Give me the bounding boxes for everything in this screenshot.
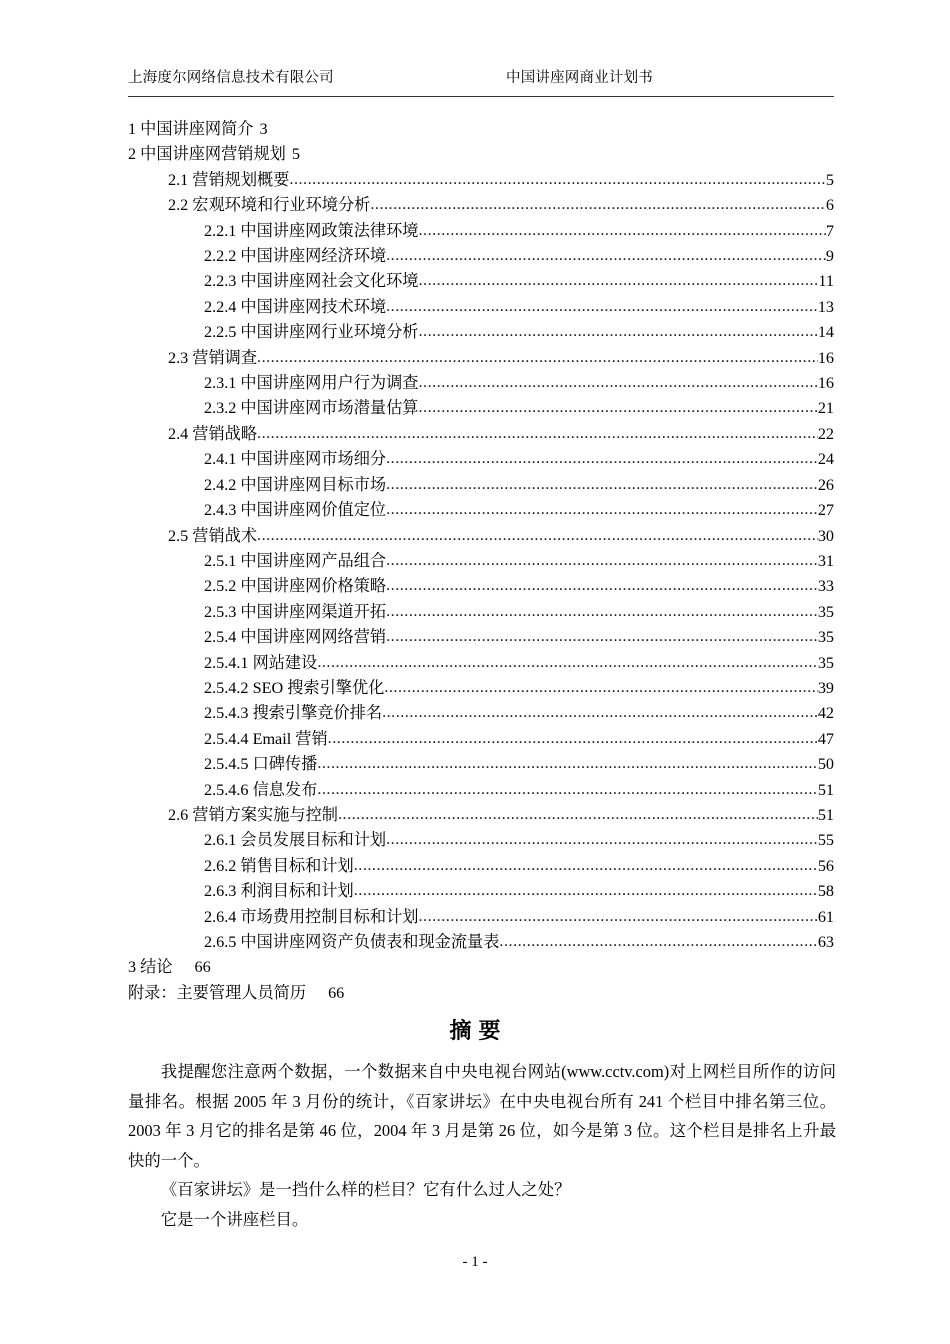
toc-leader-dots (418, 218, 825, 243)
toc-entry[interactable] (128, 320, 834, 345)
toc-leader-dots (386, 472, 818, 497)
toc-entry-label: 2.2 宏观环境和行业环境分析 (168, 196, 371, 215)
toc-entry-label: 2 中国讲座网营销规划 (128, 145, 286, 164)
toc-entry[interactable] (128, 727, 834, 752)
toc-entry[interactable] (128, 905, 834, 930)
toc-entry-label: 2.5.4 中国讲座网网络营销 (204, 628, 387, 647)
toc-leader-dots (386, 624, 818, 649)
toc-entry[interactable] (128, 701, 834, 726)
toc-entry-page-number: 16 (817, 374, 834, 393)
toc-entry-page-number: 31 (817, 551, 834, 570)
toc-entry[interactable] (128, 168, 834, 193)
toc-entry-page-number: 13 (817, 297, 834, 316)
toc-leader-dots (257, 523, 818, 548)
toc-leader-dots (317, 751, 818, 776)
toc-entry[interactable] (128, 244, 834, 269)
toc-leader-dots (257, 421, 818, 446)
toc-entry[interactable] (128, 269, 834, 294)
toc-entry-page-number: 35 (817, 628, 834, 647)
toc-leader-dots (338, 802, 818, 827)
toc-entry-label: 2.6 营销方案实施与控制 (168, 805, 338, 824)
toc-entry[interactable] (128, 625, 834, 650)
abstract-heading: 摘要 (449, 1018, 508, 1043)
toc-entry-page-number: 51 (817, 805, 834, 824)
toc-entry-label: 2.2.2 中国讲座网经济环境 (204, 247, 387, 266)
toc-entry-page-number: 66 (328, 983, 345, 1002)
toc-entry[interactable] (128, 473, 834, 498)
toc-entry-label: 2.5.4.2 SEO 搜索引擎优化 (204, 678, 385, 697)
toc-entry-page-number: 35 (817, 602, 834, 621)
toc-entry[interactable] (128, 346, 834, 371)
toc-entry[interactable] (128, 524, 834, 549)
abstract-paragraph: 我提醒您注意两个数据，一个数据来自中央电视台网站(www.cctv.com)对上网栏目所作的访问量排名。根据 2005 年 3 月份的统计，《百家讲坛》在中央电视台所有 241 个栏目中排名第三位。2003 年 3 月它的排名是第 46 位，2004 年 3 月是第 26 位，如今是第 3 位。这个栏目是排名上升最快的一个。 (128, 1062, 836, 1170)
toc-entry[interactable] (128, 828, 834, 853)
toc-leader-dots (386, 827, 818, 852)
toc-leader-dots (386, 548, 818, 573)
toc-entry-label: 2.1 营销规划概要 (168, 170, 290, 189)
toc-entry[interactable] (128, 447, 834, 472)
toc-entry-page-number: 16 (817, 348, 834, 367)
toc-entry[interactable] (128, 930, 834, 955)
toc-leader-dots (382, 700, 818, 725)
toc-entry-label: 2.3 营销调查 (168, 348, 258, 367)
toc-entry-page-number: 21 (817, 399, 834, 418)
toc-entry[interactable] (128, 651, 834, 676)
toc-entry-page-number: 66 (194, 958, 211, 977)
toc-leader-dots (354, 853, 818, 878)
toc-leader-dots (418, 268, 818, 293)
toc-entry-label: 2.5.1 中国讲座网产品组合 (204, 551, 387, 570)
toc-leader-dots (386, 294, 818, 319)
toc-entry-label: 2.6.1 会员发展目标和计划 (204, 831, 387, 850)
toc-entry[interactable] (128, 396, 834, 421)
toc-leader-dots (386, 243, 826, 268)
toc-entry[interactable] (128, 193, 834, 218)
toc-entry-label: 2.5.3 中国讲座网渠道开拓 (204, 602, 387, 621)
toc-entry[interactable] (128, 371, 834, 396)
toc-entry-page-number: 14 (817, 323, 834, 342)
toc-entry-page-number: 26 (817, 475, 834, 494)
toc-leader-dots (499, 929, 817, 954)
toc-entry[interactable] (128, 676, 834, 701)
toc-entry-label: 2.2.1 中国讲座网政策法律环境 (204, 221, 419, 240)
toc-entry-page-number: 58 (817, 882, 834, 901)
toc-entry-page-number: 33 (817, 577, 834, 596)
toc-entry-label: 2.6.5 中国讲座网资产负债表和现金流量表 (204, 933, 500, 951)
toc-entry[interactable] (128, 778, 834, 803)
toc-entry-label: 3 结论 (128, 958, 173, 977)
toc-entry-page-number: 63 (817, 933, 834, 951)
toc-entry[interactable] (128, 600, 834, 625)
toc-entry-label: 2.3.1 中国讲座网用户行为调查 (204, 374, 419, 393)
toc-entry[interactable] (128, 752, 834, 777)
toc-entry-page-number: 24 (817, 450, 834, 469)
toc-entry-label: 2.4.1 中国讲座网市场细分 (204, 450, 387, 469)
toc-entry-label: 2.4 营销战略 (168, 424, 258, 443)
toc-entry-page-number: 5 (825, 170, 834, 189)
toc-entry[interactable] (128, 295, 834, 320)
toc-entry-label: 2.5.4.1 网站建设 (204, 653, 318, 672)
toc-entry-page-number: 39 (817, 678, 834, 697)
toc-leader-dots (386, 599, 818, 624)
toc-entry-label: 2.6.4 市场费用控制目标和计划 (204, 907, 419, 926)
toc-leader-dots (289, 167, 826, 192)
table-of-contents (128, 117, 834, 1006)
toc-entry-page-number: 11 (818, 272, 834, 291)
toc-entry[interactable] (128, 981, 834, 1006)
toc-leader-dots (418, 370, 817, 395)
toc-entry-page-number: 27 (817, 501, 834, 520)
toc-entry-page-number: 61 (817, 907, 834, 926)
toc-entry-page-number: 22 (817, 424, 834, 443)
toc-leader-dots (418, 319, 817, 344)
toc-entry-page-number: 3 (259, 120, 268, 138)
toc-entry-label: 2.2.4 中国讲座网技术环境 (204, 297, 387, 316)
toc-entry[interactable] (128, 574, 834, 599)
toc-entry[interactable] (128, 498, 834, 523)
toc-leader-dots (386, 497, 818, 522)
abstract-body (128, 1057, 836, 1234)
toc-entry-page-number: 7 (825, 221, 834, 240)
toc-leader-dots (370, 192, 826, 217)
toc-entry-label: 2.4.3 中国讲座网价值定位 (204, 501, 387, 520)
page-footer: - 1 - (462, 1254, 488, 1270)
toc-entry-label: 2.5.4.4 Email 营销 (204, 729, 328, 748)
toc-entry-label: 2.5 营销战术 (168, 526, 258, 545)
toc-entry-page-number: 30 (817, 526, 834, 545)
toc-entry-page-number: 47 (817, 729, 834, 748)
toc-entry-label: 2.4.2 中国讲座网目标市场 (204, 475, 387, 494)
toc-entry-page-number: 55 (817, 831, 834, 850)
toc-entry-label: 2.5.4.6 信息发布 (204, 780, 318, 799)
toc-leader-dots (386, 446, 818, 471)
toc-entry-label: 附录：主要管理人员简历 (128, 983, 307, 1002)
toc-leader-dots (317, 777, 818, 802)
toc-entry-label: 2.2.5 中国讲座网行业环境分析 (204, 323, 419, 342)
toc-entry-label: 1 中国讲座网简介 (128, 120, 254, 138)
toc-entry-label: 2.6.3 利润目标和计划 (204, 882, 354, 901)
header-company-name: 上海度尔网络信息技术有限公司 (128, 70, 334, 86)
toc-entry-label: 2.5.4.3 搜索引擎竞价排名 (204, 704, 383, 723)
toc-entry-label: 2.6.2 销售目标和计划 (204, 856, 354, 875)
toc-entry[interactable] (128, 117, 834, 142)
toc-leader-dots (257, 345, 818, 370)
toc-entry-page-number: 35 (817, 653, 834, 672)
toc-leader-dots (384, 675, 817, 700)
toc-entry[interactable] (128, 879, 834, 904)
toc-leader-dots (317, 650, 818, 675)
toc-leader-dots (328, 726, 818, 751)
toc-entry[interactable] (128, 142, 834, 167)
toc-entry-page-number: 50 (817, 755, 834, 774)
toc-entry-label: 2.5.4.5 口碑传播 (204, 755, 318, 774)
header-document-title: 中国讲座网商业计划书 (506, 70, 653, 86)
toc-entry-label: 2.3.2 中国讲座网市场潜量估算 (204, 399, 419, 418)
toc-entry[interactable] (128, 803, 834, 828)
toc-leader-dots (418, 904, 817, 929)
toc-leader-dots (354, 878, 818, 903)
toc-entry-page-number: 56 (817, 856, 834, 875)
running-header (128, 68, 834, 97)
abstract-paragraph: 它是一个讲座栏目。 (160, 1209, 309, 1229)
toc-entry-label: 2.5.2 中国讲座网价格策略 (204, 577, 387, 596)
toc-leader-dots (418, 395, 817, 420)
toc-entry[interactable] (128, 955, 834, 980)
toc-entry-page-number: 9 (825, 247, 834, 266)
toc-entry-page-number: 42 (817, 704, 834, 723)
toc-leader-dots (386, 573, 818, 598)
toc-entry-page-number: 6 (825, 196, 834, 215)
abstract-paragraph: 《百家讲坛》是一挡什么样的栏目？它有什么过人之处？ (160, 1180, 571, 1199)
toc-entry[interactable] (128, 422, 834, 447)
toc-entry-page-number: 5 (291, 145, 300, 164)
toc-entry-page-number: 51 (817, 780, 834, 799)
toc-entry-label: 2.2.3 中国讲座网社会文化环境 (204, 272, 419, 291)
toc-entry[interactable] (128, 549, 834, 574)
toc-entry[interactable] (128, 219, 834, 244)
toc-entry[interactable] (128, 854, 834, 879)
